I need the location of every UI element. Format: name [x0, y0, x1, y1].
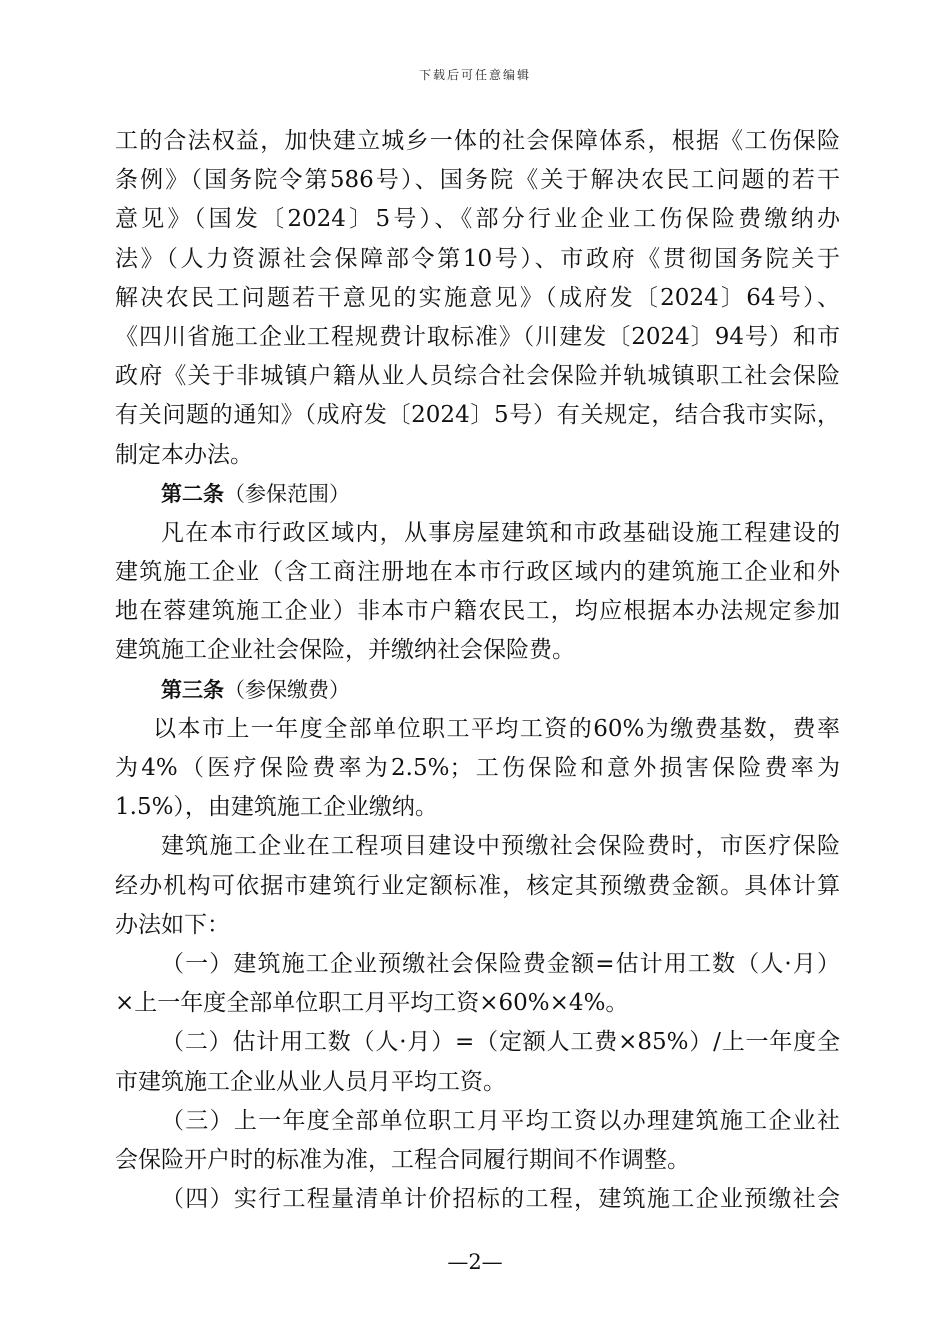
text-line: 为4%（医疗保险费率为2.5%；工伤保险和意外损害保险费率为	[115, 755, 840, 781]
text-line: 办法如下：	[115, 911, 230, 938]
text-line: 建筑施工企业在工程项目建设中预缴社会保险费时，市医疗保险	[161, 833, 840, 860]
text-line: 工的合法权益，加快建立城乡一体的社会保障体系，根据《工伤保险	[115, 128, 840, 154]
text-line: （四）实行工程量清单计价招标的工程，建筑施工企业预缴社会	[161, 1186, 840, 1213]
text-line: 凡在本市行政区域内，从事房屋建筑和市政基础设施工程建设的	[161, 519, 840, 546]
text-line: 条例》（国务院令第586号）、国务院《关于解决农民工问题的若干	[115, 167, 840, 194]
page-number: —2—	[447, 1250, 503, 1274]
text-line: 意见》（国发〔2024〕5号）、《部分行业企业工伤保险费缴纳办	[115, 206, 840, 233]
text-line: 建筑施工企业社会保险，并缴纳社会保险费。	[115, 637, 575, 664]
text-line: 市建筑施工企业从业人员月平均工资。	[115, 1068, 506, 1095]
header-note: 下载后可任意编辑	[418, 68, 531, 82]
text-line: 建筑施工企业（含工商注册地在本市行政区域内的建筑施工企业和外	[115, 559, 840, 586]
text-line: 会保险开户时的标准为准，工程合同履行期间不作调整。	[115, 1146, 690, 1173]
document-body	[115, 122, 840, 1219]
article-subtitle: （参保缴费）	[224, 677, 350, 702]
article-title: 第三条	[161, 677, 224, 702]
text-line: 以本市上一年度全部单位职工平均工资的60%为缴费基数，费率	[153, 715, 840, 742]
article-heading	[115, 671, 840, 710]
text-line: （一）建筑施工企业预缴社会保险费金额=估计用工数（人·月）	[161, 950, 840, 977]
article-subtitle: （参保范围）	[224, 481, 350, 506]
text-line: 法》（人力资源社会保障部令第10号）、市政府《贯彻国务院关于	[115, 245, 840, 272]
text-line: 《四川省施工企业工程规费计取标准》（川建发〔2024〕94号）和市	[115, 323, 840, 350]
text-line: 1.5%），由建筑施工企业缴纳。	[115, 794, 438, 821]
text-line: （二）估计用工数（人·月）=（定额人工费×85%）/上一年度全	[161, 1029, 840, 1056]
article-title: 第二条	[161, 481, 224, 506]
text-line: 有关问题的通知》（成府发〔2024〕5号）有关规定，结合我市实际，	[115, 402, 840, 429]
text-line: 地在蓉建筑施工企业）非本市户籍农民工，均应根据本办法规定参加	[115, 598, 840, 625]
article-heading	[115, 475, 840, 514]
text-line: （三）上一年度全部单位职工月平均工资以办理建筑施工企业社	[161, 1107, 840, 1134]
text-line: 政府《关于非城镇户籍从业人员综合社会保险并轨城镇职工社会保险	[115, 363, 840, 390]
text-line: ×上一年度全部单位职工月平均工资×60%×4%。	[115, 990, 629, 1017]
text-line: 制定本办法。	[115, 441, 253, 468]
text-line: 经办机构可依据市建筑行业定额标准，核定其预缴费金额。具体计算	[115, 872, 840, 899]
text-line: 解决农民工问题若干意见的实施意见》（成府发〔2024〕64号）、	[115, 284, 840, 311]
